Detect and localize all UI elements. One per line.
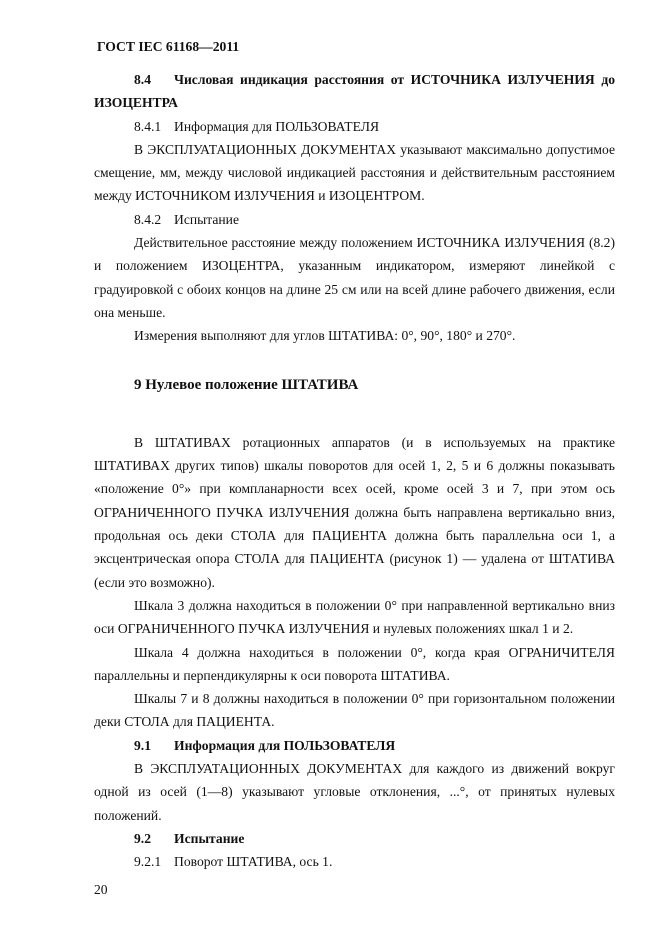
heading-number: 8.4.2 (134, 211, 162, 227)
section-9-title: 9 Нулевое положение ШТАТИВА (134, 376, 359, 393)
heading-8-4-2 (94, 208, 615, 231)
paragraph-8-4-2-b: Измерения выполняют для углов ШТАТИВА: 0°, 90°, 180° и 270°. (134, 328, 516, 344)
heading-number: 9.1 (134, 737, 151, 753)
page-number: 20 (94, 882, 108, 897)
paragraph-9-a: В ШТАТИВАХ ротационных аппаратов (и в используемых на практике ШТАТИВАХ других типов) шкалы поворотов для осей 1, 2, 5 и 6 должны показывать «положение 0°» при компланарности всех осей, кроме осей 3 и 7, при этом ось ОГРАНИЧЕННОГО ПУЧКА ИЗЛУЧЕНИЯ должна быть направлена вертикально вниз, продольная ось деки СТОЛА для ПАЦИЕНТА должна быть параллельна оси 1, а эксцентрическая опора СТОЛА для ПАЦИЕНТА (рисунок 1) — удалена от ШТАТИВА (если это возможно). (94, 434, 615, 590)
heading-9-1 (94, 734, 615, 757)
document-header: ГОСТ IEC 61168—2011 (97, 39, 240, 54)
document-page (94, 38, 615, 874)
heading-9-2 (94, 827, 615, 850)
heading-title: Испытание (174, 211, 239, 227)
heading-8-4 (94, 68, 615, 115)
paragraph-8-4-2-a: Действительное расстояние между положением ИСТОЧНИКА ИЗЛУЧЕНИЯ (8.2) и положением ИЗОЦЕНТРА, указанным индикатором, измеряют линейкой с градуировкой с обоих концов на длине 25 см или на всей длине рабочего движения, если она меньше. (94, 235, 615, 320)
heading-title: Поворот ШТАТИВА, ось 1. (174, 854, 333, 870)
heading-9-2-1 (94, 850, 615, 873)
heading-title: Информация для ПОЛЬЗОВАТЕЛЯ (174, 118, 380, 134)
heading-title: Числовая индикация расстояния от ИСТОЧНИКА ИЗЛУЧЕНИЯ до ИЗОЦЕНТРА (94, 72, 615, 111)
paragraph-9-1: В ЭКСПЛУАТАЦИОННЫХ ДОКУМЕНТАХ для каждого из движений вокруг одной из осей (1—8) указывают угловые отклонения, ...°, от принятых нулевых положений. (94, 761, 615, 823)
paragraph-9-b: Шкала 3 должна находиться в положении 0° при направленной вертикально вниз оси ОГРАНИЧЕННОГО ПУЧКА ИЗЛУЧЕНИЯ и нулевых положениях шкал 1 и 2. (94, 597, 615, 637)
heading-title: Испытание (174, 830, 245, 846)
paragraph-9-c: Шкала 4 должна находиться в положении 0°, когда края ОГРАНИЧИТЕЛЯ параллельны и перпендикулярны к оси поворота ШТАТИВА. (94, 644, 615, 683)
heading-title: Информация для ПОЛЬЗОВАТЕЛЯ (174, 737, 396, 753)
paragraph-9-d: Шкалы 7 и 8 должны находиться в положении 0° при горизонтальном положении деки СТОЛА для ПАЦИЕНТА. (94, 691, 615, 730)
heading-number: 8.4 (134, 72, 151, 87)
heading-number: 9.2.1 (134, 854, 162, 870)
heading-number: 8.4.1 (134, 118, 162, 134)
paragraph-8-4-1: В ЭКСПЛУАТАЦИОННЫХ ДОКУМЕНТАХ указывают максимально допустимое смещение, мм, между числовой индикацией расстояния и действительным расстоянием между ИСТОЧНИКОМ ИЗЛУЧЕНИЯ и ИЗОЦЕНТРОМ. (94, 141, 615, 204)
heading-8-4-1 (94, 115, 615, 138)
heading-number: 9.2 (134, 830, 151, 846)
